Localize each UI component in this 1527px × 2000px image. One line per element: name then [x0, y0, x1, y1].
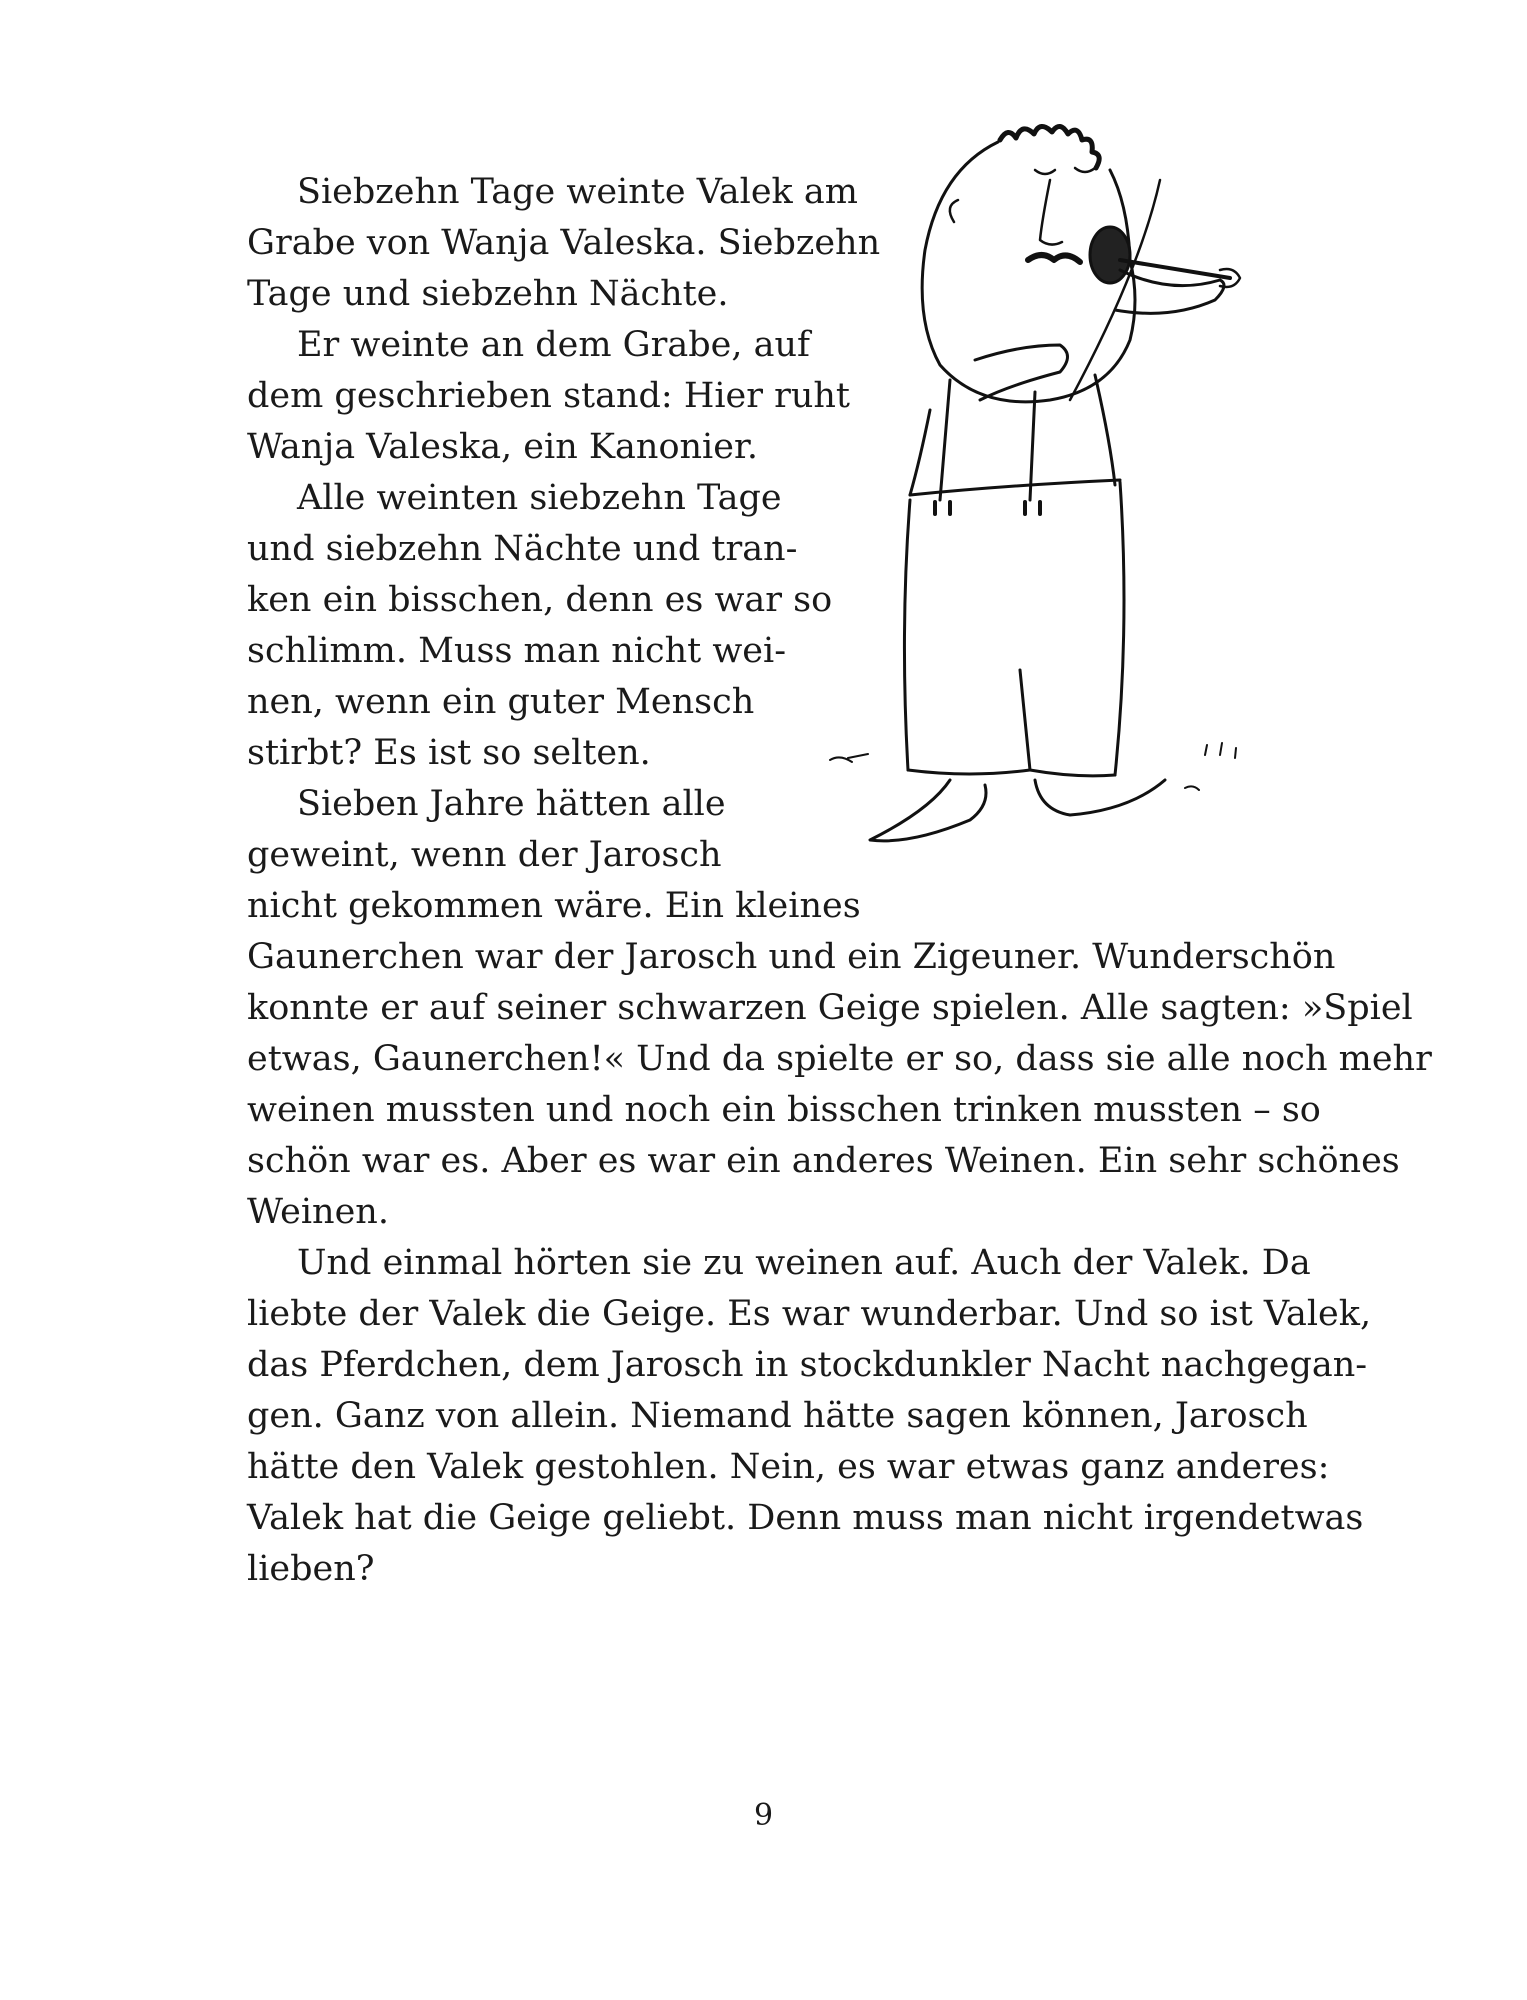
text-line: Tage und siebzehn Nächte. [247, 274, 729, 314]
text-line: schön war es. Aber es war ein anderes Weinen. Ein sehr schönes [247, 1141, 1400, 1181]
text-line: nicht gekommen wäre. Ein kleines [247, 886, 861, 926]
violinist-illustration [810, 110, 1330, 860]
text-line: Sieben Jahre hätten alle [297, 784, 726, 824]
text-line: Alle weinten siebzehn Tage [297, 478, 782, 518]
page-number: 9 [753, 1798, 774, 1833]
text-line: hätte den Valek gestohlen. Nein, es war etwas ganz anderes: [247, 1447, 1330, 1487]
text-line: konnte er auf seiner schwarzen Geige spielen. Alle sagten: »Spiel [247, 988, 1413, 1028]
text-line: liebte der Valek die Geige. Es war wunderbar. Und so ist Valek, [247, 1294, 1372, 1334]
text-line: nen, wenn ein guter Mensch [247, 682, 755, 722]
text-line: dem geschrieben stand: Hier ruht [247, 376, 850, 416]
text-line: Wanja Valeska, ein Kanonier. [247, 427, 758, 467]
text-line: Grabe von Wanja Valeska. Siebzehn [247, 223, 881, 263]
text-line: schlimm. Muss man nicht wei- [247, 631, 787, 671]
text-line: und siebzehn Nächte und tran- [247, 529, 798, 569]
text-line: Siebzehn Tage weinte Valek am [297, 172, 858, 212]
text-line: geweint, wenn der Jarosch [247, 835, 722, 875]
text-line: ken ein bisschen, denn es war so [247, 580, 833, 620]
text-line: lieben? [247, 1549, 375, 1589]
text-line: Und einmal hörten sie zu weinen auf. Auch der Valek. Da [297, 1243, 1311, 1283]
text-line: Gaunerchen war der Jarosch und ein Zigeuner. Wunderschön [247, 937, 1336, 977]
text-line: weinen mussten und noch ein bisschen trinken mussten – so [247, 1090, 1321, 1130]
text-line: stirbt? Es ist so selten. [247, 733, 651, 773]
text-line: etwas, Gaunerchen!« Und da spielte er so, dass sie alle noch mehr [247, 1039, 1432, 1079]
text-line: das Pferdchen, dem Jarosch in stockdunkler Nacht nachgegan- [247, 1345, 1368, 1385]
text-line: Er weinte an dem Grabe, auf [297, 325, 810, 365]
text-line: Valek hat die Geige geliebt. Denn muss man nicht irgendetwas [247, 1498, 1364, 1538]
text-line: Weinen. [247, 1192, 389, 1232]
text-line: gen. Ganz von allein. Niemand hätte sagen können, Jarosch [247, 1396, 1308, 1436]
